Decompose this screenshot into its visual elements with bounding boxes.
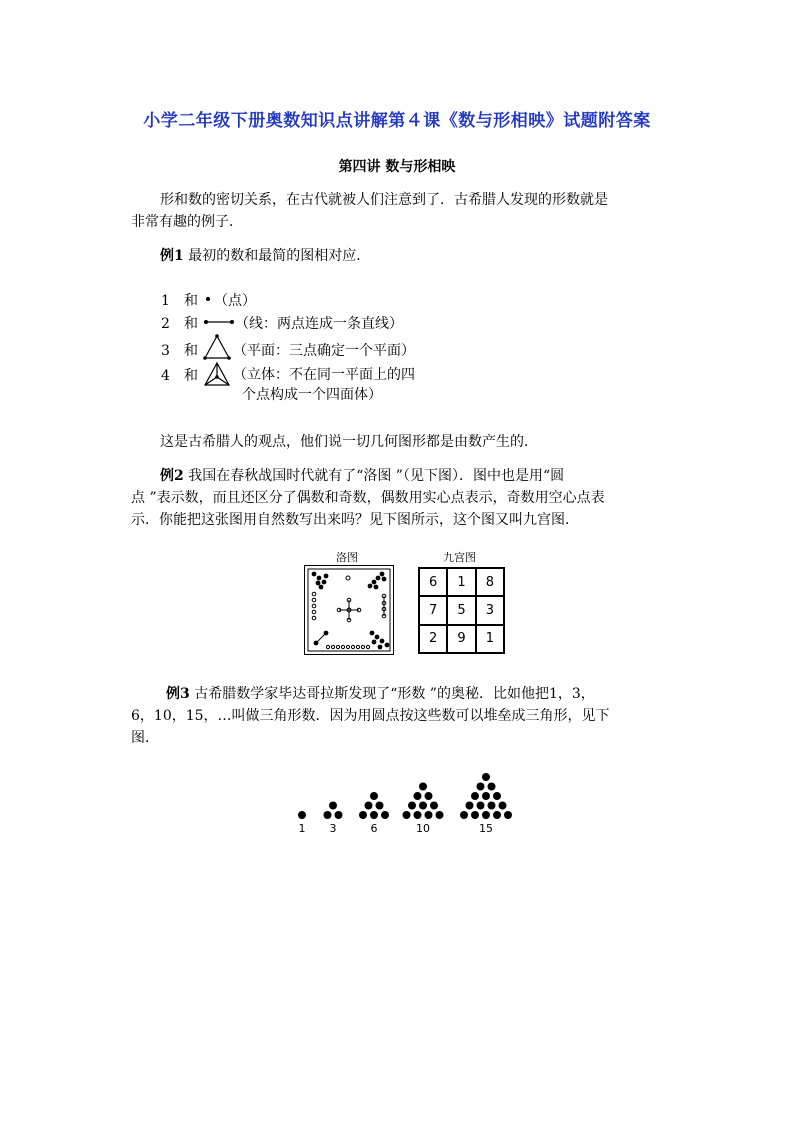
triangle-dot (298, 811, 306, 819)
triangle-dot (471, 792, 479, 800)
ex1-item-3-he: 和 (184, 343, 198, 359)
example1-heading (160, 245, 370, 267)
triangle-10 (403, 783, 444, 836)
triangle-dot (430, 802, 438, 810)
triangle-dot (499, 802, 507, 810)
example2-line-1 (160, 465, 564, 487)
triangle-dot (324, 811, 332, 819)
lecture-title: 第四讲 数与形相映 (338, 159, 456, 175)
example3-line-1 (166, 683, 595, 705)
triangular-numbers-figure (290, 760, 530, 840)
luotu-bottom-1 (326, 645, 369, 648)
triangle-15 (460, 773, 512, 835)
triangle-dot (403, 811, 411, 819)
tetrahedron-figure (202, 360, 232, 388)
triangle-figure (202, 333, 232, 361)
example3-text-1: 古希腊数学家毕达哥拉斯发现了“形数 ”的奥秘．比如他把1，3， (189, 686, 595, 702)
triangle-dot (471, 811, 479, 819)
grid-cell: 1 (447, 568, 475, 596)
triangle-dot (359, 811, 367, 819)
ex1-item-2-he: 和 (184, 316, 198, 332)
triangle-dot (477, 802, 485, 810)
grid-cell: 5 (447, 596, 475, 624)
triangle-dot (365, 802, 373, 810)
example1-text: 最初的数和最简的图相对应． (183, 248, 371, 264)
line-endpoint-right (230, 320, 234, 324)
triangle-dot (335, 811, 343, 819)
triangle-dot (436, 811, 444, 819)
ex1-item-4-desc2: 个点构成一个四面体） (242, 387, 382, 403)
triangle-dot (482, 792, 490, 800)
luotu-top-9 (346, 576, 350, 580)
triangle-dot (493, 811, 501, 819)
example2-line-2: 点 ”表示数，而且还区分了偶数和奇数，偶数用实心点表示，奇数用空心点表 (131, 490, 605, 506)
ex1-item-2-num: 2 (161, 316, 170, 332)
triangle-label: 6 (370, 822, 378, 835)
point-dot (206, 297, 210, 301)
point-figure (203, 294, 213, 304)
triangle-dot (329, 802, 337, 810)
luotu-top-left-4 (312, 572, 329, 590)
ex1-item-2-desc: （线：两点连成一条直线） (235, 316, 403, 332)
luotu-right-7 (382, 594, 386, 618)
intro-line-2: 非常有趣的例子． (131, 214, 243, 230)
line-endpoint-left (204, 320, 208, 324)
example3-label: 例3 (166, 686, 190, 702)
ex1-item-4-he: 和 (184, 368, 198, 384)
triangle-dot (460, 811, 468, 819)
triangle-dot (425, 811, 433, 819)
triangle-label: 1 (298, 822, 306, 835)
triangle-dot (419, 783, 427, 791)
triangle-dot (414, 811, 422, 819)
intro-line-1: 形和数的密切关系，在古代就被人们注意到了．古希腊人发现的形数就是 (160, 192, 608, 208)
example2-text-1: 我国在春秋战国时代就有了“洛图 ”（见下图）．图中也是用“圆 (183, 468, 565, 484)
triangle-6 (359, 792, 389, 835)
triangle-dot (482, 811, 490, 819)
triangle-dot (504, 811, 512, 819)
grid-cell: 2 (419, 625, 447, 653)
jiugong-label: 九宫图 (443, 551, 476, 564)
line-figure (203, 317, 235, 327)
grid-cell: 1 (476, 625, 504, 653)
triangle-dot (414, 792, 422, 800)
triangle-vertex (215, 334, 219, 338)
example2-label: 例2 (160, 468, 184, 484)
example1-label: 例1 (160, 248, 184, 264)
example1-conclusion: 这是古希腊人的观点，他们说一切几何图形都是由数产生的． (160, 434, 538, 450)
triangle-outline (205, 336, 229, 358)
ex1-item-1-he: 和 (184, 293, 198, 309)
luotu-diagram (304, 565, 394, 655)
luotu-bottom-right-6 (370, 631, 390, 650)
luotu-top-right-2 (368, 572, 387, 590)
ex1-item-3-num: 3 (161, 343, 170, 359)
luotu-center-5 (337, 598, 361, 622)
triangle-dot (419, 802, 427, 810)
luotu-bottom-left-8 (314, 631, 329, 646)
example2-line-3: 示．你能把这张图用自然数写出来吗？见下图所示，这个图又叫九宫图． (131, 512, 579, 528)
triangle-1 (298, 811, 306, 835)
triangle-dot (477, 783, 485, 791)
luotu-label: 洛图 (336, 551, 358, 564)
triangle-3 (324, 802, 343, 836)
triangle-label: 10 (416, 822, 430, 835)
ex1-item-1-desc: （点） (214, 293, 256, 309)
triangle-dot (370, 811, 378, 819)
grid-cell: 6 (419, 568, 447, 596)
grid-cell: 3 (476, 596, 504, 624)
triangle-dot (376, 802, 384, 810)
triangle-dot (370, 792, 378, 800)
triangle-dot (488, 783, 496, 791)
ex1-item-4-desc: （立体：不在同一平面上的四 (233, 367, 415, 383)
triangle-dot (482, 773, 490, 781)
jiugong-grid (418, 567, 505, 654)
tetrahedron-vertex (215, 375, 219, 379)
triangle-dot (408, 802, 416, 810)
ex1-item-4-num: 4 (161, 368, 170, 384)
triangle-label: 3 (329, 822, 337, 835)
ex1-item-1-num: 1 (161, 293, 170, 309)
grid-cell: 9 (447, 625, 475, 653)
grid-cell: 7 (419, 596, 447, 624)
triangle-dot (488, 802, 496, 810)
ex1-item-3-desc: （平面：三点确定一个平面） (233, 343, 415, 359)
document-title: 小学二年级下册奥数知识点讲解第４课《数与形相映》试题附答案 (143, 111, 651, 131)
grid-cell: 8 (476, 568, 504, 596)
triangle-dot (381, 811, 389, 819)
triangle-dot (493, 792, 501, 800)
triangle-label: 15 (479, 822, 493, 835)
luotu-left-3 (312, 592, 316, 620)
triangle-dot (425, 792, 433, 800)
example3-line-3: 图． (131, 730, 159, 746)
triangle-dot (466, 802, 474, 810)
example3-line-2: 6，10，15，…叫做三角形数．因为用圆点按这些数可以堆垒成三角形，见下 (131, 708, 610, 724)
